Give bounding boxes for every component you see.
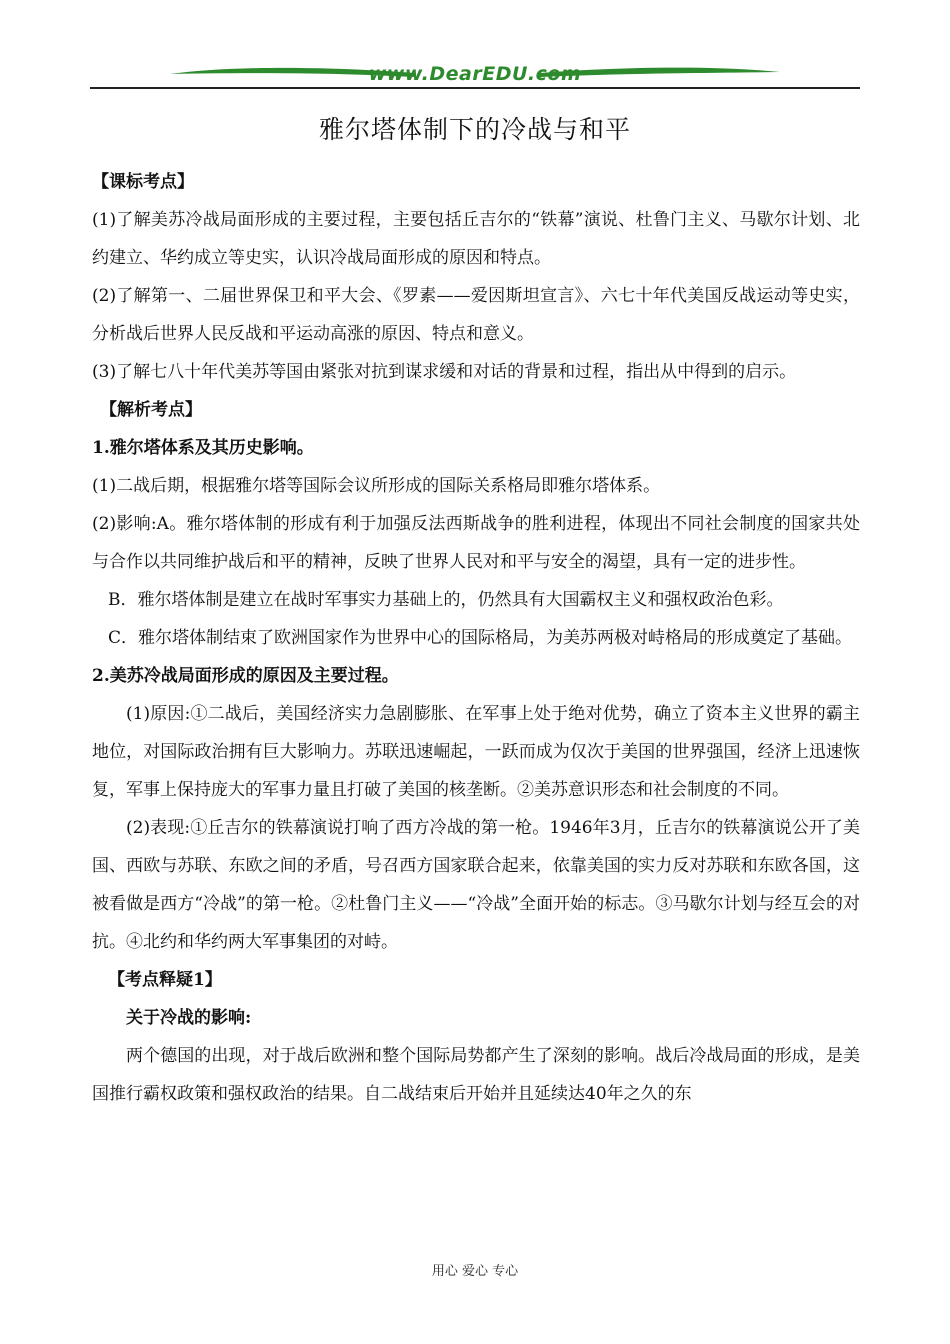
point1-heading: 1.雅尔塔体系及其历史影响。: [92, 438, 314, 458]
section-heading-jiexi: 【解析考点】: [100, 400, 202, 420]
shiyi-subheading: 关于冷战的影响:: [126, 1008, 252, 1028]
page-header: [90, 60, 860, 90]
point1-item-2: (2)影响:A。雅尔塔体制的形成有利于加强反法西斯战争的胜利进程，体现出不同社会制度的国家共处与合作以共同维护战后和平的精神，反映了世界人民对和平与安全的渴望，具有一定的进步性。: [92, 514, 860, 572]
document-body: [92, 163, 860, 1113]
header-divider: [90, 87, 860, 89]
point1-item-1: (1)二战后期，根据雅尔塔等国际会议所形成的国际关系格局即雅尔塔体系。: [92, 476, 661, 496]
section-heading-shiyi: 【考点释疑1】: [108, 970, 222, 990]
document-title: 雅尔塔体制下的冷战与和平: [318, 115, 631, 144]
shiyi-paragraph: 两个德国的出现，对于战后欧洲和整个国际局势都产生了深刻的影响。战后冷战局面的形成，是美国推行霸权政策和强权政治的结果。自二战结束后开始并且延续达40年之久的东: [92, 1046, 860, 1104]
point1-item-3: B．雅尔塔体制是建立在战时军事实力基础上的，仍然具有大国霸权主义和强权政治色彩。: [108, 590, 784, 610]
section-heading-kebiao: 【课标考点】: [92, 172, 194, 192]
point2-item-2: (2)表现:①丘吉尔的铁幕演说打响了西方冷战的第一枪。1946年3月，丘吉尔的铁幕演说公开了美国、西欧与苏联、东欧之间的矛盾，号召西方国家联合起来，依靠美国的实力反对苏联和东欧各国，这被看做是西方“冷战”的第一枪。②杜鲁门主义——“冷战”全面开始的标志。③马歇尔计划与经互会的对抗。④北约和华约两大军事集团的对峙。: [92, 818, 860, 952]
point2-heading: 2.美苏冷战局面形成的原因及主要过程。: [92, 666, 399, 686]
kebiao-item-3: (3)了解七八十年代美苏等国由紧张对抗到谋求缓和对话的背景和过程，指出从中得到的启示。: [92, 362, 797, 382]
kebiao-item-2: (2)了解第一、二届世界保卫和平大会、《罗素——爱因斯坦宣言》、六七十年代美国反战运动等史实，分析战后世界人民反战和平运动高涨的原因、特点和意义。: [92, 286, 860, 344]
kebiao-item-1: (1)了解美苏冷战局面形成的主要过程，主要包括丘吉尔的“铁幕”演说、杜鲁门主义、马歇尔计划、北约建立、华约成立等史实，认识冷战局面形成的原因和特点。: [92, 210, 860, 268]
header-logo-text[interactable]: www.DearEDU.com: [368, 63, 582, 85]
point2-item-1: (1)原因:①二战后，美国经济实力急剧膨胀、在军事上处于绝对优势，确立了资本主义世界的霸主地位，对国际政治拥有巨大影响力。苏联迅速崛起，一跃而成为仅次于美国的世界强国，经济上迅速恢复，军事上保持庞大的军事力量且打破了美国的核垄断。②美苏意识形态和社会制度的不同。: [92, 704, 860, 800]
page-footer: 用心 爱心 专心: [431, 1264, 519, 1279]
point1-item-4: C．雅尔塔体制结束了欧洲国家作为世界中心的国际格局，为美苏两极对峙格局的形成奠定了基础。: [108, 628, 853, 648]
